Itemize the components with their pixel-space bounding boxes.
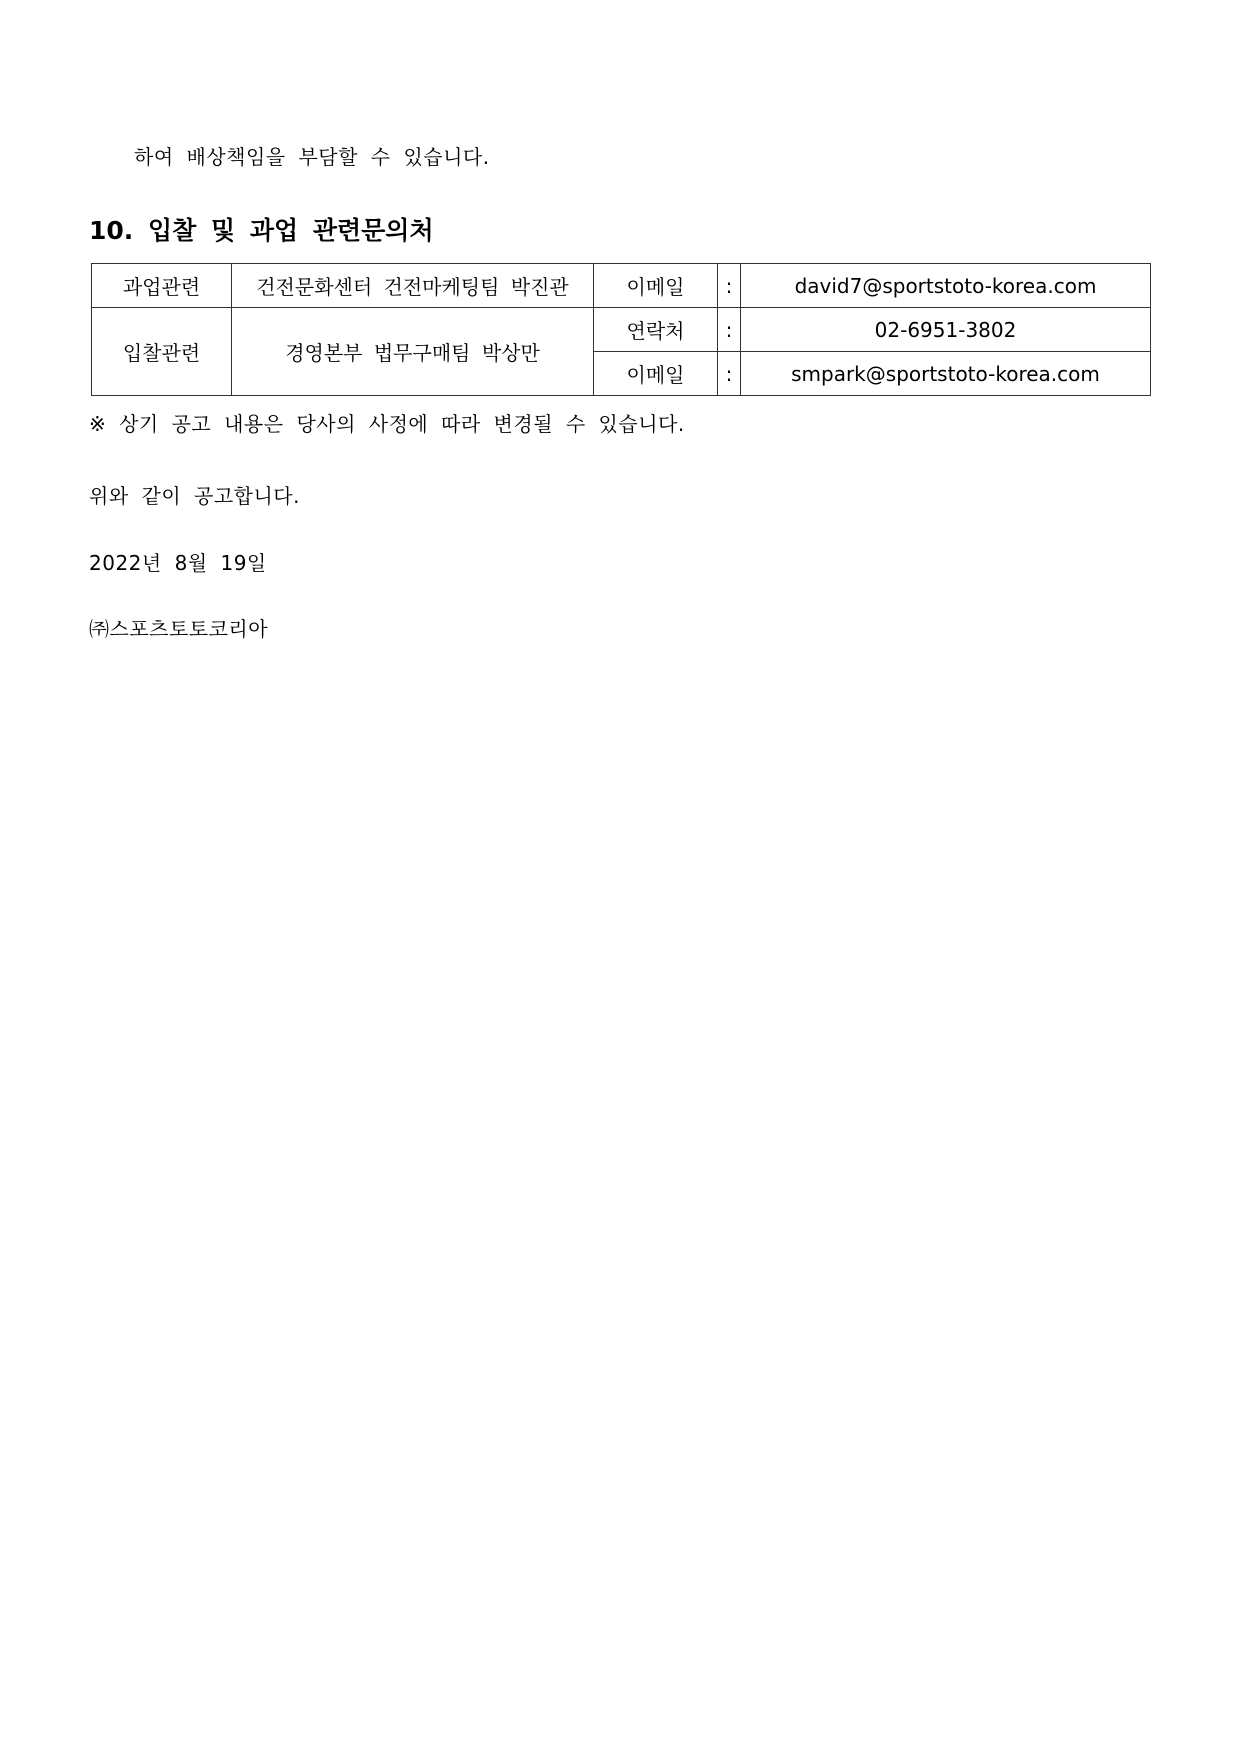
notice-note: ※ 상기 공고 내용은 당사의 사정에 따라 변경될 수 있습니다. — [89, 412, 685, 436]
person-cell: 건전문화센터 건전마케팅팀 박진관 — [232, 264, 594, 308]
section-heading: 10. 입찰 및 과업 관련문의처 — [89, 216, 434, 245]
phone-value: 02-6951-3802 — [741, 308, 1151, 352]
table-row — [92, 264, 1151, 308]
company-name: ㈜스포츠토토코리아 — [89, 617, 269, 641]
email-label: 이메일 — [594, 264, 718, 308]
table-row — [92, 308, 1151, 352]
announcement-date: 2022년 8월 19일 — [89, 551, 267, 575]
email-value: smpark@sportstoto-korea.com — [741, 352, 1151, 396]
separator-colon: : — [718, 308, 741, 352]
category-cell: 입찰관련 — [92, 308, 232, 396]
separator-colon: : — [718, 352, 741, 396]
category-cell: 과업관련 — [92, 264, 232, 308]
person-cell: 경영본부 법무구매팀 박상만 — [232, 308, 594, 396]
contact-table — [91, 263, 1151, 396]
continuation-text: 하여 배상책임을 부담할 수 있습니다. — [134, 145, 490, 169]
phone-label: 연락처 — [594, 308, 718, 352]
email-value: david7@sportstoto-korea.com — [741, 264, 1151, 308]
separator-colon: : — [718, 264, 741, 308]
email-label: 이메일 — [594, 352, 718, 396]
closing-statement: 위와 같이 공고합니다. — [89, 484, 300, 508]
